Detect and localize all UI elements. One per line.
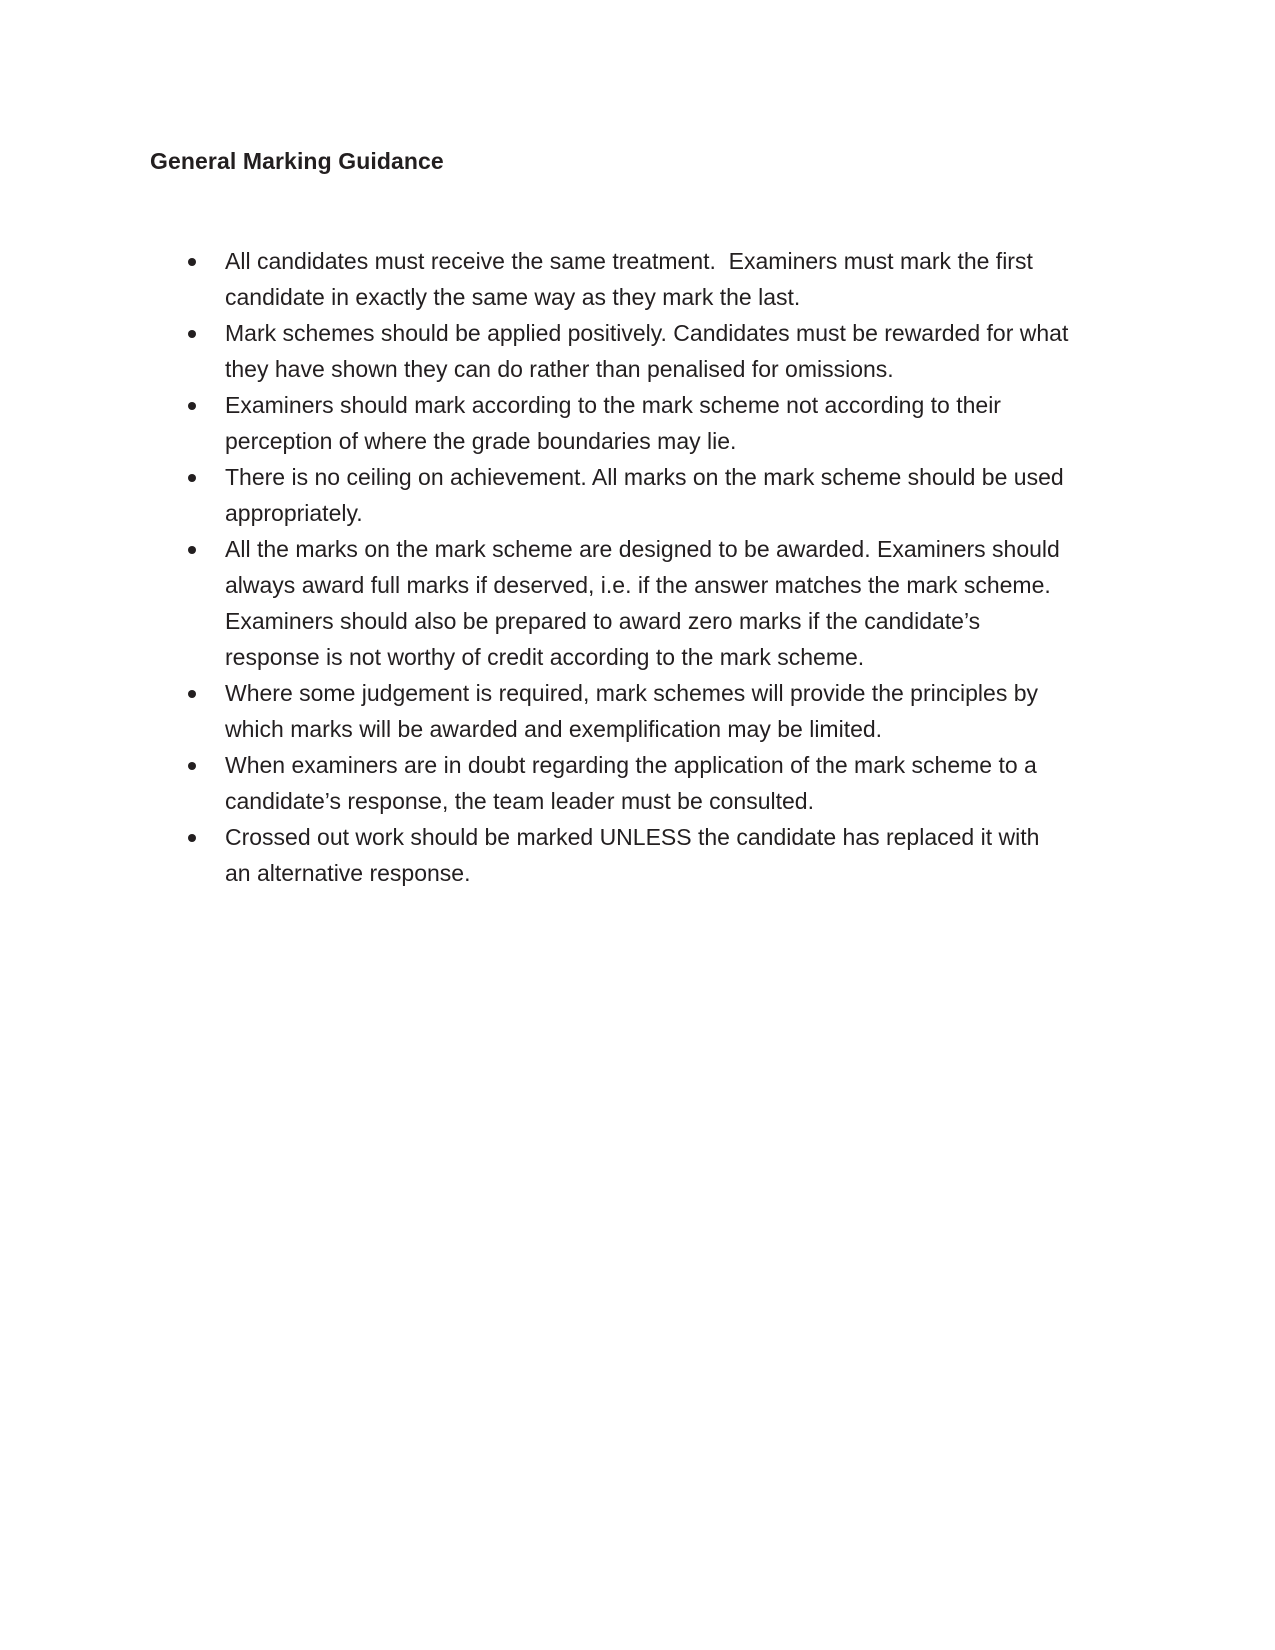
list-item: [150, 747, 1070, 819]
list-item: [150, 675, 1070, 747]
list-item-text: When examiners are in doubt regarding the application of the mark scheme to a candidate’s response, the team leader must be consulted.: [225, 752, 1044, 814]
list-item: [150, 315, 1075, 387]
list-item-text: Examiners should mark according to the mark scheme not according to their perception of where the grade boundaries may lie.: [225, 392, 1008, 454]
bullet-icon: [188, 474, 196, 482]
bullet-icon: [188, 330, 196, 338]
bullet-icon: [188, 762, 196, 770]
list-item-text: There is no ceiling on achievement. All marks on the mark scheme should be used appropriately.: [225, 464, 1071, 526]
page-heading: General Marking Guidance: [150, 148, 444, 174]
list-item: [150, 243, 1070, 315]
bullet-icon: [188, 258, 196, 266]
bullet-icon: [188, 834, 196, 842]
list-item: [150, 459, 1070, 531]
list-item: [150, 819, 1070, 891]
list-item-text: All the marks on the mark scheme are designed to be awarded. Examiners should always award full marks if deserved, i.e. if the answer matches the mark scheme. Examiners should also be prepared to award zero marks if the candidate’s response is not worthy of credit according to the mark scheme.: [225, 536, 1067, 670]
list-item-text: Mark schemes should be applied positively. Candidates must be rewarded for what they have shown they can do rather than penalised for omissions.: [225, 320, 1075, 382]
list-item: [150, 387, 1070, 459]
list-item: [150, 531, 1070, 675]
list-item-text: Where some judgement is required, mark schemes will provide the principles by which marks will be awarded and exemplification may be limited.: [225, 680, 1045, 742]
bullet-icon: [188, 690, 196, 698]
bullet-icon: [188, 402, 196, 410]
bullet-icon: [188, 546, 196, 554]
list-item-text: Crossed out work should be marked UNLESS the candidate has replaced it with an alternative response.: [225, 824, 1046, 886]
guidance-list: [150, 243, 1075, 891]
list-item-text: All candidates must receive the same treatment. Examiners must mark the first candidate in exactly the same way as they mark the last.: [225, 248, 1040, 310]
